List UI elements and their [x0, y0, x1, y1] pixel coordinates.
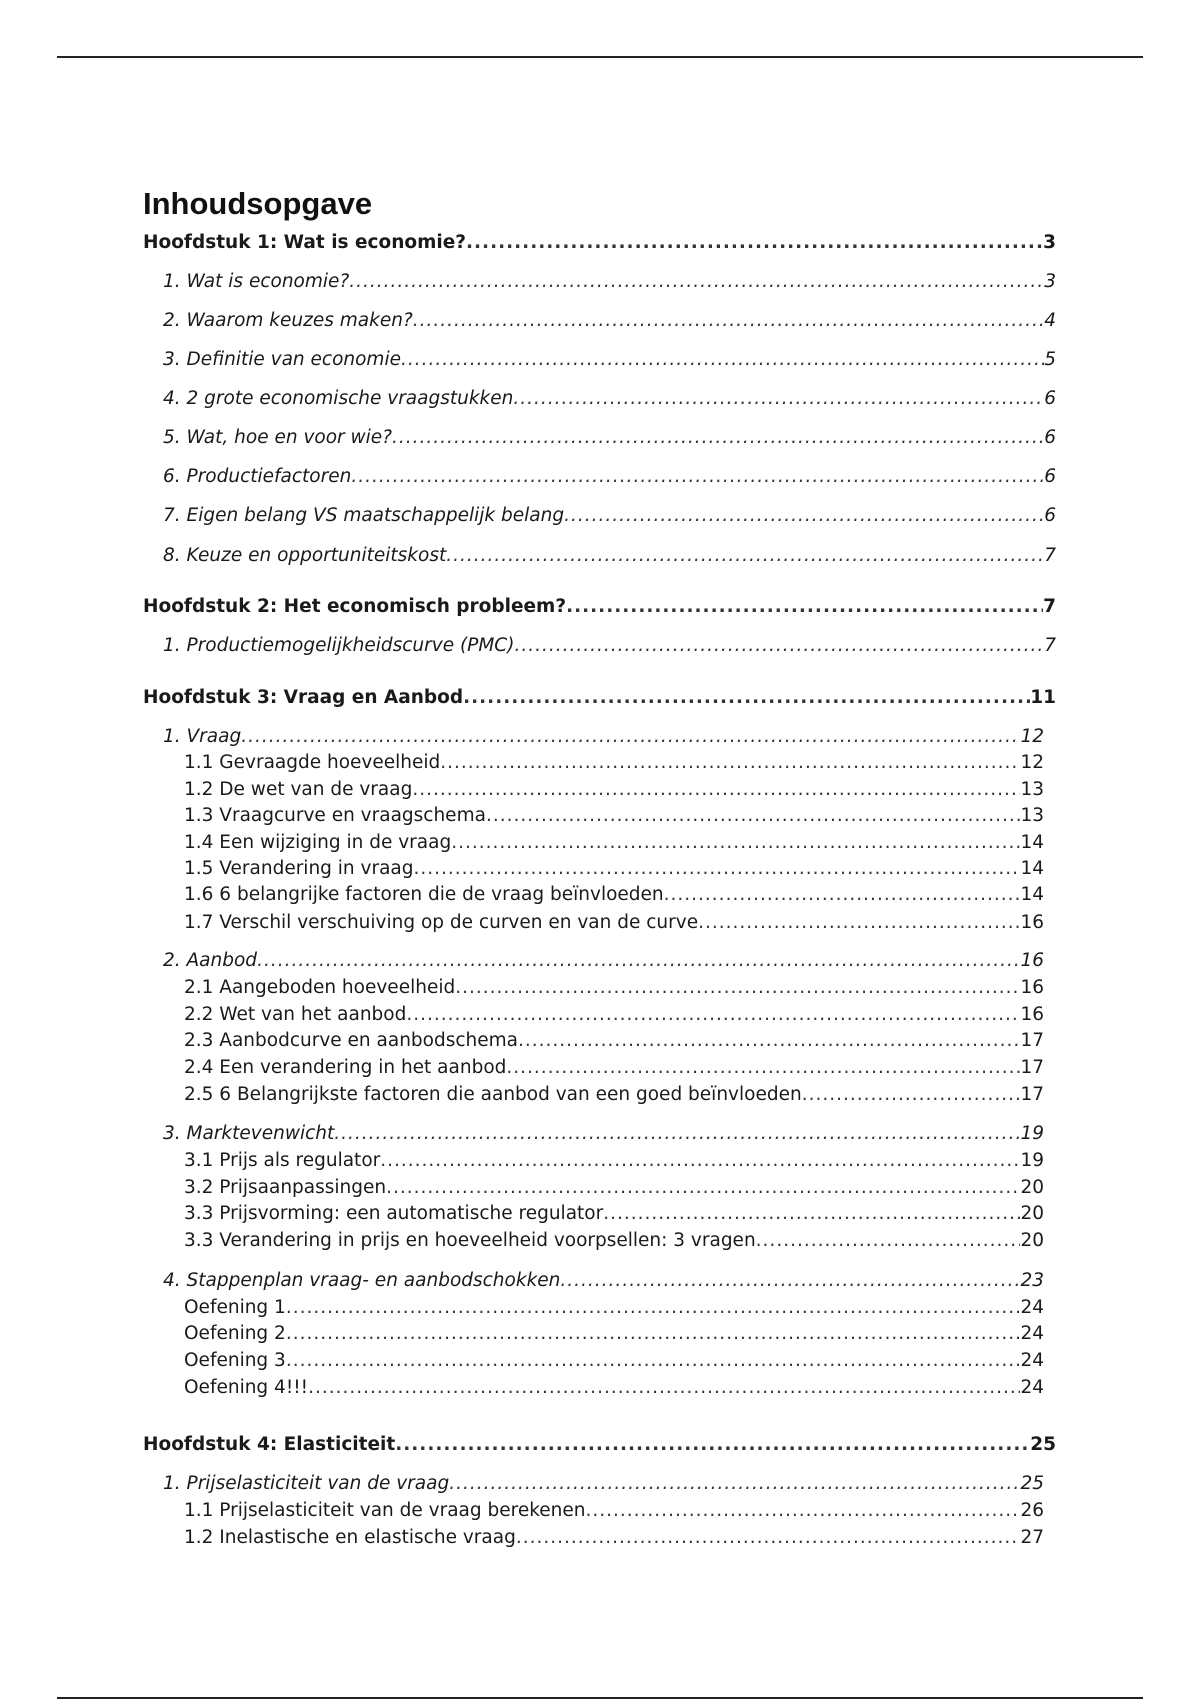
toc-entry-page: 5 — [1044, 349, 1056, 370]
toc-entry-page: 14 — [1020, 832, 1044, 853]
toc-leader — [446, 545, 1044, 566]
toc-leader — [449, 1473, 1020, 1494]
page-title: Inhoudsopgave — [143, 185, 373, 221]
toc-entry-title: Oefening 3 — [184, 1350, 286, 1371]
toc-leader — [412, 779, 1020, 800]
toc-entry-page: 7 — [1044, 545, 1056, 566]
toc-entry-title: 4. 2 grote economische vraagstukken — [163, 388, 514, 409]
toc-entry-title: 2. Aanbod — [163, 950, 258, 971]
toc-entry-title: 3.3 Verandering in prijs en hoeveelheid voorpsellen: 3 vragen — [184, 1230, 756, 1251]
toc-entry-page: 16 — [1020, 1004, 1044, 1025]
toc-entry-title: 1.1 Gevraagde hoeveelheid — [184, 752, 441, 773]
toc-entry-page: 14 — [1020, 858, 1044, 879]
toc-entry-title: Hoofdstuk 3: Vraag en Aanbod — [143, 687, 464, 708]
toc-leader — [564, 505, 1044, 526]
toc-entry-title: 1.2 De wet van de vraag — [184, 779, 413, 800]
toc-entry-page: 19 — [1020, 1123, 1044, 1144]
toc-entry-page: 6 — [1044, 466, 1056, 487]
toc-entry-page: 17 — [1020, 1084, 1044, 1105]
toc-leader — [455, 977, 1020, 998]
toc-leader — [518, 1030, 1020, 1051]
toc-entry-title: 2.1 Aangeboden hoeveelheid — [184, 977, 456, 998]
toc-leader — [756, 1230, 1021, 1251]
toc-entry-page: 16 — [1020, 977, 1044, 998]
toc-entry-title: 4. Stappenplan vraag- en aanbodschokken — [163, 1270, 561, 1291]
toc-chapter-2[interactable] — [143, 596, 1056, 617]
toc-entry-title: Hoofdstuk 4: Elasticiteit — [143, 1434, 396, 1455]
toc-entry-page: 14 — [1020, 884, 1044, 905]
toc-entry-page: 3 — [1043, 232, 1056, 253]
toc-leader — [406, 1004, 1020, 1025]
toc-entry-page: 17 — [1020, 1030, 1044, 1051]
toc-subentry[interactable] — [184, 1177, 1044, 1198]
toc-section[interactable] — [163, 1270, 1044, 1291]
toc-entry-page: 4 — [1044, 310, 1056, 331]
toc-entry-title: 2.4 Een verandering in het aanbod — [184, 1057, 507, 1078]
toc-subentry[interactable] — [184, 1527, 1044, 1548]
toc-entry-page: 17 — [1020, 1057, 1044, 1078]
toc-section[interactable] — [163, 1123, 1044, 1144]
toc-leader — [451, 832, 1020, 853]
toc-entry-title: 2. Waarom keuzes maken? — [163, 310, 413, 331]
toc-entry[interactable] — [163, 635, 1056, 656]
toc-leader — [413, 310, 1044, 331]
toc-subentry[interactable] — [184, 779, 1044, 800]
toc-entry-page: 12 — [1020, 726, 1044, 747]
toc-chapter-1[interactable] — [143, 232, 1056, 253]
toc-entry-page: 24 — [1020, 1377, 1044, 1398]
toc-leader — [516, 1527, 1021, 1548]
toc-chapter-4[interactable] — [143, 1434, 1056, 1455]
toc-entry-page: 20 — [1020, 1177, 1044, 1198]
toc-entry-page: 27 — [1020, 1527, 1044, 1548]
toc-subentry[interactable] — [184, 858, 1044, 879]
toc-entry-title: Oefening 2 — [184, 1323, 286, 1344]
toc-entry-title: 1.4 Een wijziging in de vraag — [184, 832, 452, 853]
toc-entry-title: 1.3 Vraagcurve en vraagschema — [184, 805, 486, 826]
toc-leader — [334, 1123, 1020, 1144]
toc-entry[interactable] — [163, 271, 1056, 292]
toc-entry-page: 11 — [1030, 687, 1056, 708]
toc-leader — [514, 635, 1044, 656]
toc-entry-title: 7. Eigen belang VS maatschappelijk belang — [163, 505, 565, 526]
toc-entry-title: 3.3 Prijsvorming: een automatische regulator — [184, 1203, 604, 1224]
toc-subentry[interactable] — [184, 832, 1044, 853]
toc-entry-title: 1. Prijselasticiteit van de vraag — [163, 1473, 450, 1494]
toc-leader — [466, 232, 1043, 253]
toc-subentry[interactable] — [184, 1004, 1044, 1025]
toc-entry-title: 2.2 Wet van het aanbod — [184, 1004, 407, 1025]
toc-entry-title: Oefening 4!!! — [184, 1377, 309, 1398]
toc-entry-title: 3.1 Prijs als regulator — [184, 1150, 381, 1171]
toc-entry[interactable] — [163, 545, 1056, 566]
toc-subentry[interactable] — [184, 1350, 1044, 1371]
toc-subentry[interactable] — [184, 1203, 1044, 1224]
toc-entry-page: 19 — [1020, 1150, 1044, 1171]
toc-section[interactable] — [163, 1473, 1044, 1494]
toc-entry-page: 26 — [1020, 1500, 1044, 1521]
toc-leader — [802, 1084, 1021, 1105]
toc-leader — [463, 687, 1030, 708]
toc-entry-title: Oefening 1 — [184, 1297, 286, 1318]
toc-subentry[interactable] — [184, 912, 1044, 933]
toc-leader — [351, 466, 1044, 487]
toc-leader — [440, 752, 1020, 773]
toc-leader — [560, 1270, 1020, 1291]
toc-leader — [286, 1297, 1021, 1318]
toc-leader — [506, 1057, 1020, 1078]
toc-entry-page: 13 — [1020, 779, 1044, 800]
toc-entry-title: 3.2 Prijsaanpassingen — [184, 1177, 387, 1198]
toc-leader — [698, 912, 1020, 933]
toc-subentry[interactable] — [184, 1297, 1044, 1318]
toc-leader — [380, 1150, 1020, 1171]
toc-entry-title: 1. Vraag — [163, 726, 242, 747]
toc-entry-page: 6 — [1044, 388, 1056, 409]
toc-entry-title: 2.3 Aanbodcurve en aanbodschema — [184, 1030, 519, 1051]
toc-leader — [286, 1323, 1021, 1344]
footer-rule — [57, 1697, 1143, 1699]
toc-leader — [308, 1377, 1020, 1398]
toc-entry-page: 13 — [1020, 805, 1044, 826]
toc-leader — [486, 805, 1021, 826]
toc-entry[interactable] — [163, 349, 1056, 370]
toc-entry-page: 20 — [1020, 1230, 1044, 1251]
toc-leader — [664, 884, 1021, 905]
toc-subentry[interactable] — [184, 1057, 1044, 1078]
toc-entry-title: 1.1 Prijselasticiteit van de vraag berekenen — [184, 1500, 586, 1521]
toc-entry-page: 20 — [1020, 1203, 1044, 1224]
toc-entry-page: 25 — [1020, 1473, 1044, 1494]
toc-leader — [386, 1177, 1020, 1198]
toc-entry[interactable] — [163, 466, 1056, 487]
toc-entry-page: 24 — [1020, 1323, 1044, 1344]
toc-entry-page: 12 — [1020, 752, 1044, 773]
toc-entry-title: Hoofdstuk 1: Wat is economie? — [143, 232, 466, 253]
toc-subentry[interactable] — [184, 884, 1044, 905]
toc-subentry[interactable] — [184, 1030, 1044, 1051]
toc-chapter-3[interactable] — [143, 687, 1056, 708]
toc-entry-title: 1. Wat is economie? — [163, 271, 350, 292]
toc-leader — [414, 858, 1021, 879]
toc-entry-page: 6 — [1044, 505, 1056, 526]
toc-entry-title: 1.5 Verandering in vraag — [184, 858, 414, 879]
toc-subentry[interactable] — [184, 752, 1044, 773]
toc-subentry[interactable] — [184, 805, 1044, 826]
toc-subentry[interactable] — [184, 1150, 1044, 1171]
toc-entry-page: 6 — [1044, 427, 1056, 448]
toc-leader — [586, 1500, 1021, 1521]
toc-leader — [286, 1350, 1021, 1371]
toc-entry-page: 23 — [1020, 1270, 1044, 1291]
toc-entry-title: 3. Marktevenwicht — [163, 1123, 335, 1144]
toc-section[interactable] — [163, 726, 1044, 747]
toc-leader — [241, 726, 1020, 747]
toc-entry-title: 5. Wat, hoe en voor wie? — [163, 427, 393, 448]
toc-entry-title: 8. Keuze en opportuniteitskost — [163, 545, 447, 566]
toc-entry-page: 24 — [1020, 1297, 1044, 1318]
toc-subentry[interactable] — [184, 1500, 1044, 1521]
toc-entry-page: 25 — [1030, 1434, 1056, 1455]
toc-entry-title: 1.6 6 belangrijke factoren die de vraag beïnvloeden — [184, 884, 664, 905]
toc-entry-title: Hoofdstuk 2: Het economisch probleem? — [143, 596, 567, 617]
toc-leader — [566, 596, 1043, 617]
toc-leader — [603, 1203, 1020, 1224]
toc-entry-page: 7 — [1043, 596, 1056, 617]
toc-leader — [392, 427, 1044, 448]
toc-entry[interactable] — [163, 505, 1056, 526]
toc-entry-title: 1. Productiemogelijkheidscurve (PMC) — [163, 635, 515, 656]
toc-leader — [257, 950, 1020, 971]
toc-subentry[interactable] — [184, 1377, 1044, 1398]
toc-leader — [401, 349, 1044, 370]
toc-entry-page: 16 — [1020, 912, 1044, 933]
toc-subentry[interactable] — [184, 1323, 1044, 1344]
toc-subentry[interactable] — [184, 977, 1044, 998]
toc-entry-page: 24 — [1020, 1350, 1044, 1371]
toc-entry-title: 2.5 6 Belangrijkste factoren die aanbod van een goed beïnvloeden — [184, 1084, 802, 1105]
toc-entry[interactable] — [163, 310, 1056, 331]
toc-entry-title: 6. Productiefactoren — [163, 466, 352, 487]
toc-leader — [349, 271, 1044, 292]
toc-entry-page: 7 — [1044, 635, 1056, 656]
toc-entry[interactable] — [163, 427, 1056, 448]
toc-entry-page: 3 — [1044, 271, 1056, 292]
toc-entry-page: 16 — [1020, 950, 1044, 971]
toc-entry-title: 3. Definitie van economie — [163, 349, 401, 370]
toc-subentry[interactable] — [184, 1230, 1044, 1251]
toc-leader — [513, 388, 1044, 409]
toc-entry-title: 1.2 Inelastische en elastische vraag — [184, 1527, 516, 1548]
toc-section[interactable] — [163, 950, 1044, 971]
toc-entry[interactable] — [163, 388, 1056, 409]
toc-subentry[interactable] — [184, 1084, 1044, 1105]
toc-entry-title: 1.7 Verschil verschuiving op de curven en van de curve — [184, 912, 699, 933]
toc-leader — [395, 1434, 1030, 1455]
